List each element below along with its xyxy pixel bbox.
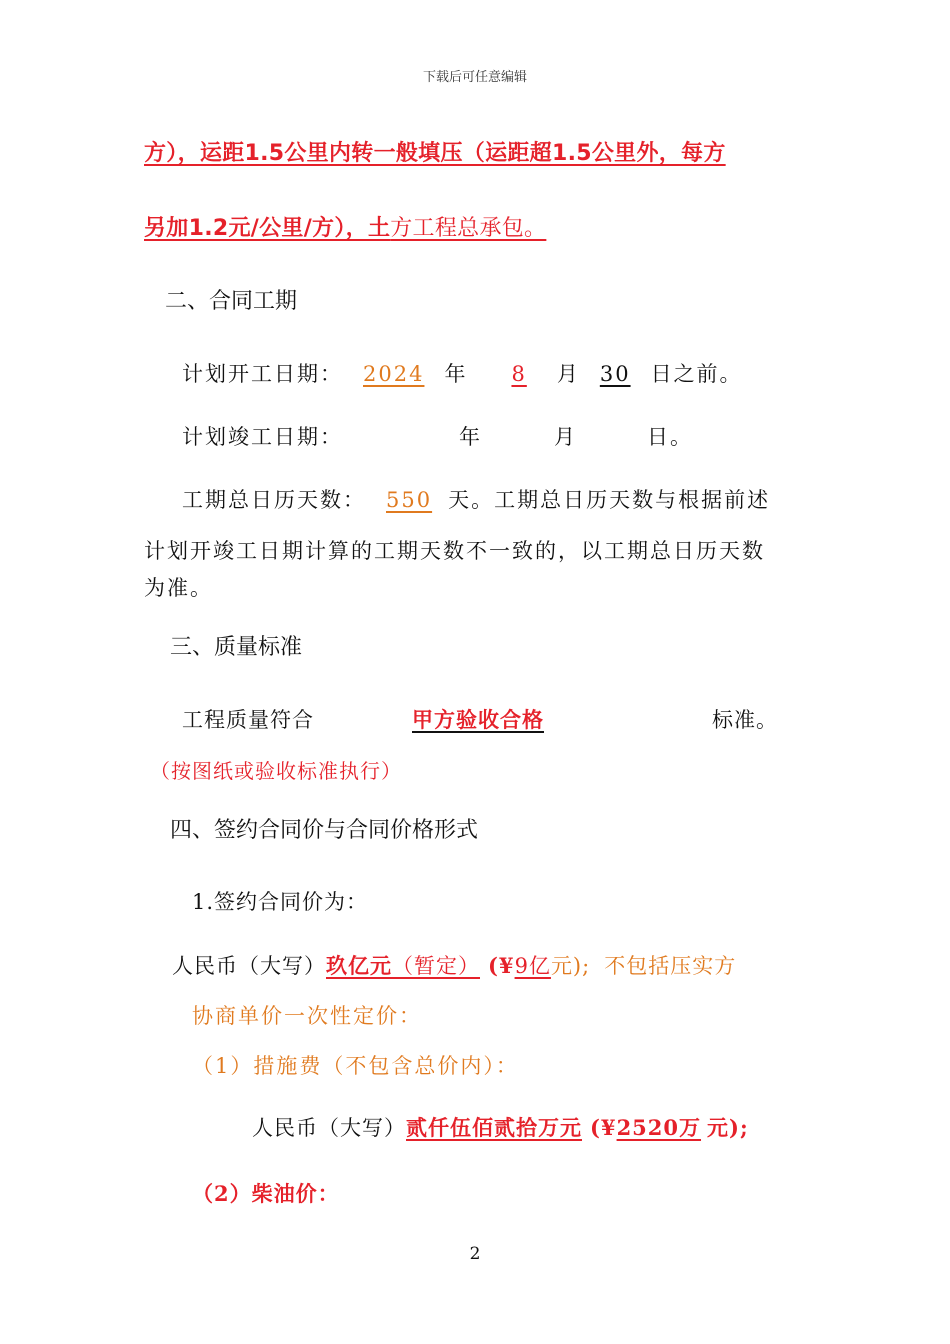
start-day-field: 30 [599,362,631,386]
quality-label: 工程质量符合 [182,708,314,732]
section-2-title: 二、合同工期 [165,289,298,314]
measures-fee-words: 贰仟伍佰贰拾万元 [406,1115,582,1140]
measures-fee-line [252,1112,749,1142]
finish-year-blank [343,425,459,449]
total-days-text-3: 为准。 [144,576,213,600]
contract-price-intro: 1.签约合同价为： [192,890,369,914]
exclude-note-2: 协商单价一次性定价： [192,1004,422,1028]
scope-line-2-red: 另加1.2元/公里/方），土 [144,216,391,241]
rmb-label: 人民币（大写） [252,1116,406,1140]
total-days-label: 工期总日历天数： [182,488,366,512]
exclude-note: 不包括压实方 [604,954,737,978]
year-unit: 年 [459,425,482,449]
scope-line-1: 方），运距1.5公里内转一般填压（运距超1.5公里外，每方 [144,141,726,166]
total-price-words: 玖亿元（暂定） [326,953,480,978]
measures-fee-item: （1）措施费（不包含总价内）： [192,1054,519,1078]
total-price-line [172,950,736,980]
total-price-amount: 9亿 [514,954,551,978]
scope-line-2 [144,211,560,242]
diesel-price-item: （2）柴油价： [192,1181,340,1206]
month-unit: 月 [556,362,580,386]
start-date-line [182,358,743,388]
measures-fee-open: (¥ [590,1115,617,1140]
finish-day-blank [577,425,647,449]
quality-note: （按图纸或验收标准执行） [150,759,402,783]
measures-fee-close: 元); [707,1115,749,1140]
scope-line-2-rest: 方工程总承包。 [390,216,547,241]
total-days-line [182,484,770,514]
measures-fee-amount: 2520万 [616,1115,702,1140]
total-price-close: 元); [550,954,591,978]
header-note: 下载后可任意编辑 [422,70,527,85]
month-unit: 月 [554,425,577,449]
year-unit: 年 [444,362,468,386]
start-year-field: 2024 [363,362,425,386]
rmb-label: 人民币（大写） [172,954,326,978]
finish-month-blank [482,425,554,449]
section-4-title: 四、签约合同价与合同价格形式 [170,818,479,843]
finish-date-line [182,421,693,451]
start-month-field: 8 [511,362,527,386]
total-days-text-2: 计划开竣工日期计算的工期天数不一致的，以工期总日历天数 [144,539,765,563]
page-number: 2 [469,1244,481,1264]
finish-date-label: 计划竣工日期： [182,425,343,449]
quality-suffix: 标准。 [712,708,778,732]
total-days-text: 天。工期总日历天数与根据前述 [448,488,771,512]
start-date-label: 计划开工日期： [182,362,343,386]
total-price-open: (¥ [488,953,515,978]
total-days-field: 550 [386,488,433,512]
section-3-title: 三、质量标准 [170,635,303,660]
quality-field: 甲方验收合格 [412,708,544,732]
quality-line [182,704,778,734]
start-date-suffix: 日之前。 [650,362,743,386]
finish-date-suffix: 日。 [647,425,693,449]
